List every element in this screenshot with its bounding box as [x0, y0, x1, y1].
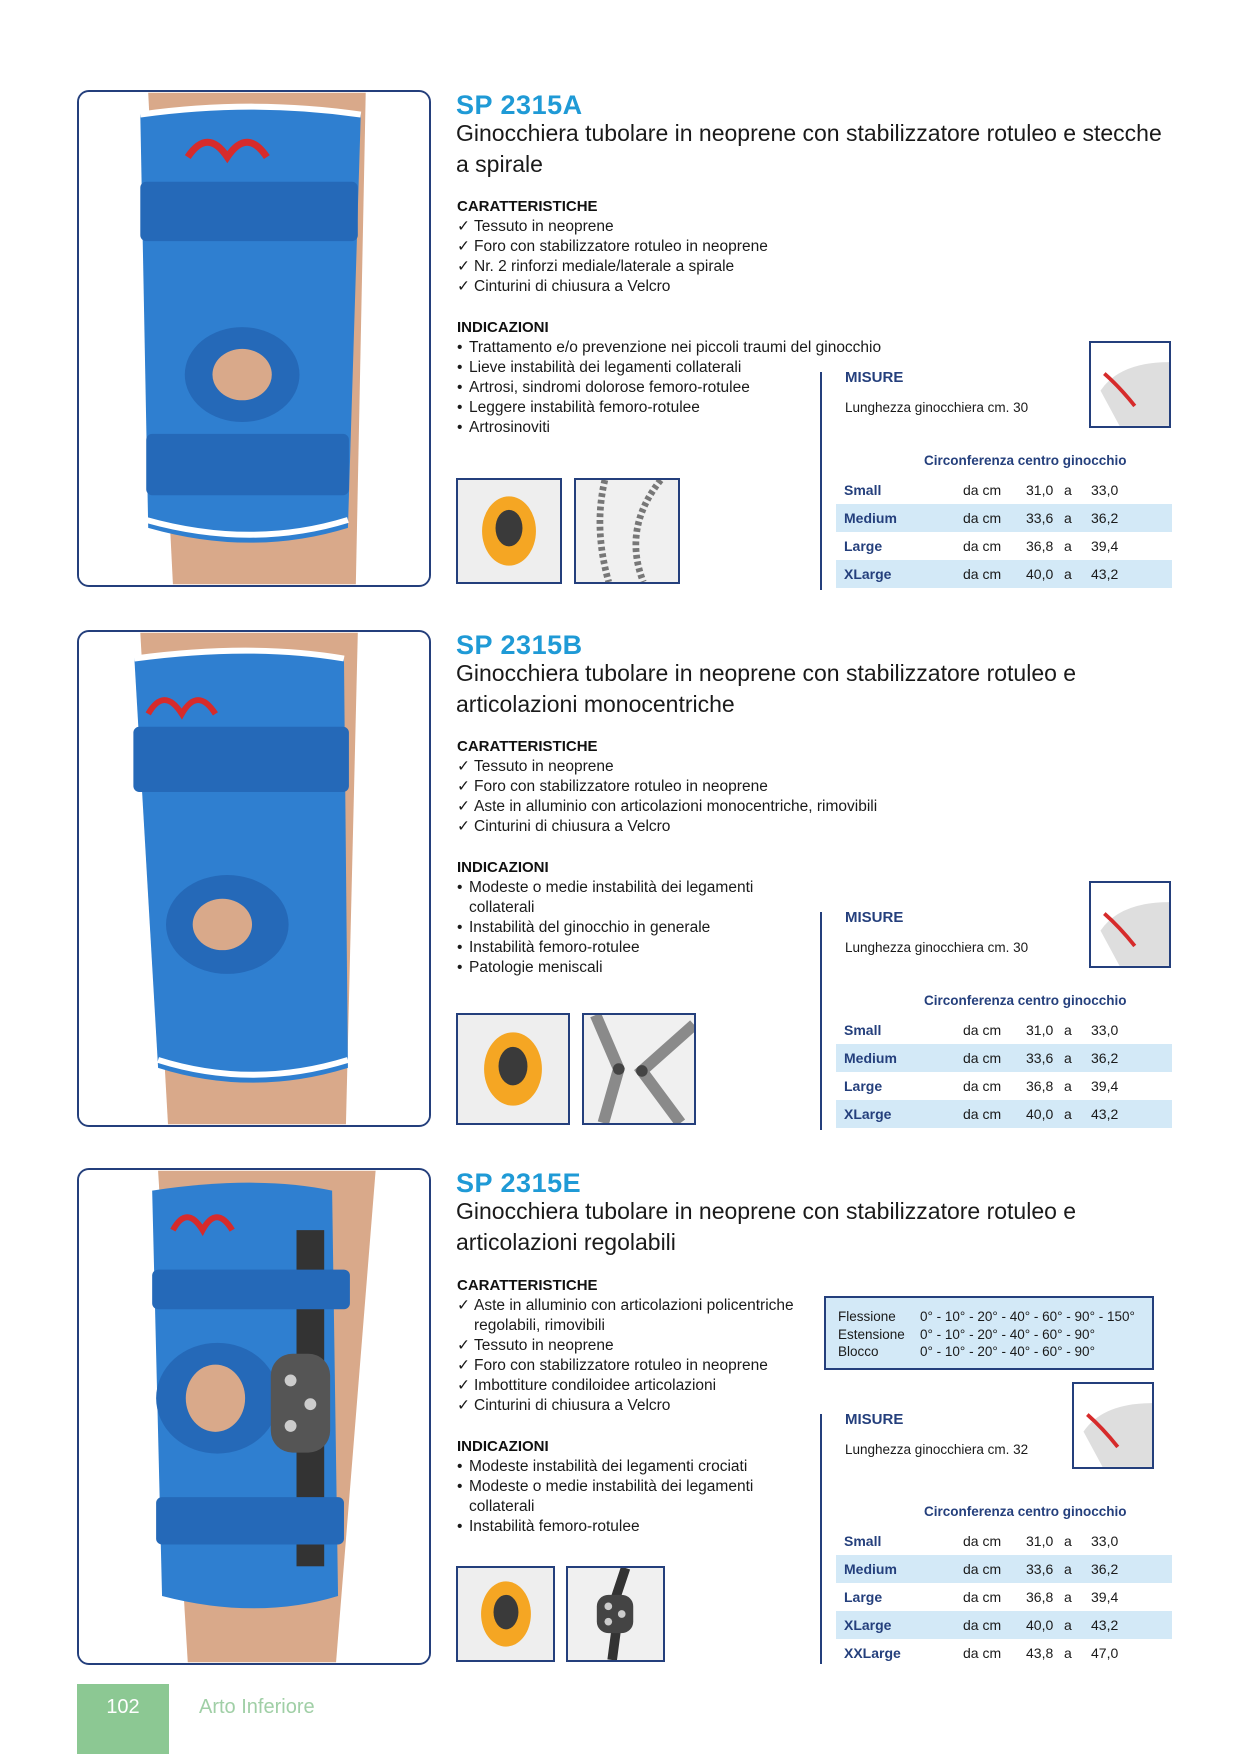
size-row-large	[836, 1583, 1172, 1611]
size-max: 39,4	[1091, 1589, 1119, 1605]
size-max: 33,0	[1091, 1533, 1119, 1549]
features-heading: CARATTERISTICHE	[457, 198, 598, 215]
size-unit: da cm	[963, 482, 1002, 498]
size-name: Large	[844, 538, 883, 554]
size-min: 40,0	[1026, 566, 1054, 582]
size-row-small	[836, 1016, 1172, 1044]
indication-item: • Lieve instabilità dei legamenti collaterali	[457, 358, 957, 378]
measures-heading: MISURE	[845, 909, 904, 926]
size-min: 31,0	[1026, 1533, 1054, 1549]
indication-item: • Instabilità femoro-rotulee	[457, 938, 802, 958]
knee-measure-icon	[1072, 1382, 1154, 1469]
size-to: a	[1064, 1589, 1072, 1605]
size-unit: da cm	[963, 1050, 1002, 1066]
indications-list	[457, 338, 957, 438]
knee-brace-image	[79, 632, 429, 1125]
spiral-stay-thumbnail	[574, 478, 680, 584]
size-min: 43,8	[1026, 1645, 1054, 1661]
size-max: 33,0	[1091, 1022, 1119, 1038]
size-unit: da cm	[963, 1078, 1002, 1094]
knee-measure-icon	[1089, 881, 1171, 968]
size-min: 36,8	[1026, 1078, 1054, 1094]
size-unit: da cm	[963, 1022, 1002, 1038]
page-number: 102	[106, 1696, 140, 1718]
indication-item: • Instabilità del ginocchio in generale	[457, 918, 802, 938]
size-unit: da cm	[963, 1561, 1002, 1577]
features-list	[457, 757, 877, 837]
size-max: 36,2	[1091, 510, 1119, 526]
feature-item: ✓ Cinturini di chiusura a Velcro	[457, 277, 768, 297]
size-to: a	[1064, 482, 1072, 498]
size-unit: da cm	[963, 1106, 1002, 1122]
size-name: XLarge	[844, 566, 892, 582]
size-max: 43,2	[1091, 1617, 1119, 1633]
size-to: a	[1064, 1645, 1072, 1661]
product-code: SP 2315A	[456, 90, 583, 120]
size-unit: da cm	[963, 1533, 1002, 1549]
size-row-medium	[836, 504, 1172, 532]
product-photo	[77, 630, 431, 1127]
size-max: 47,0	[1091, 1645, 1119, 1661]
size-row-xxlarge	[836, 1639, 1172, 1667]
product-code: SP 2315B	[456, 630, 583, 660]
size-max: 36,2	[1091, 1561, 1119, 1577]
indications-heading: INDICAZIONI	[457, 859, 549, 876]
patella-stabilizer-thumbnail	[456, 1566, 555, 1662]
size-row-xlarge	[836, 1611, 1172, 1639]
size-name: Small	[844, 482, 882, 498]
features-heading: CARATTERISTICHE	[457, 1277, 598, 1294]
feature-item: ✓ Aste in alluminio con articolazioni policentriche regolabili, rimovibili	[457, 1296, 827, 1336]
size-max: 43,2	[1091, 1106, 1119, 1122]
brace-length: Lunghezza ginocchiera cm. 30	[845, 400, 1029, 415]
feature-item: ✓ Cinturini di chiusura a Velcro	[457, 1396, 827, 1416]
circumference-heading: Circonferenza centro ginocchio	[924, 1504, 1127, 1519]
angle-row-extension	[838, 1326, 1152, 1344]
size-unit: da cm	[963, 538, 1002, 554]
size-max: 36,2	[1091, 1050, 1119, 1066]
circumference-heading: Circonferenza centro ginocchio	[924, 453, 1127, 468]
indication-item: • Modeste o medie instabilità dei legamenti collaterali	[457, 878, 802, 918]
size-min: 33,6	[1026, 510, 1054, 526]
indications-list	[457, 1457, 802, 1537]
size-to: a	[1064, 1533, 1072, 1549]
measures-divider	[820, 372, 822, 590]
feature-item: ✓ Tessuto in neoprene	[457, 217, 768, 237]
size-name: XLarge	[844, 1106, 892, 1122]
size-name: Small	[844, 1022, 882, 1038]
indications-list	[457, 878, 802, 978]
size-unit: da cm	[963, 566, 1002, 582]
size-unit: da cm	[963, 1589, 1002, 1605]
patella-stabilizer-thumbnail	[456, 1013, 570, 1125]
size-row-small	[836, 1527, 1172, 1555]
angle-values: 0° - 10° - 20° - 40° - 60° - 90° - 150°	[920, 1309, 1135, 1324]
angle-label: Flessione	[838, 1309, 896, 1324]
size-min: 33,6	[1026, 1561, 1054, 1577]
feature-item: ✓ Foro con stabilizzatore rotuleo in neoprene	[457, 237, 768, 257]
indications-heading: INDICAZIONI	[457, 319, 549, 336]
size-unit: da cm	[963, 1617, 1002, 1633]
knee-brace-image	[79, 92, 429, 585]
indication-item: • Artrosinoviti	[457, 418, 957, 438]
size-min: 33,6	[1026, 1050, 1054, 1066]
size-row-large	[836, 532, 1172, 560]
product-title: Ginocchiera tubolare in neoprene con stabilizzatore rotuleo e articolazioni regolabili	[456, 1198, 1077, 1255]
feature-item: ✓ Cinturini di chiusura a Velcro	[457, 817, 877, 837]
size-to: a	[1064, 510, 1072, 526]
knee-measure-icon	[1089, 341, 1171, 428]
feature-item: ✓ Tessuto in neoprene	[457, 1336, 827, 1356]
size-row-large	[836, 1072, 1172, 1100]
hinge-angles-box	[824, 1296, 1154, 1370]
size-name: Large	[844, 1078, 883, 1094]
measures-heading: MISURE	[845, 369, 904, 386]
product-sp2315b	[0, 630, 1240, 1150]
adjustable-hinge-thumbnail	[566, 1566, 665, 1662]
knee-brace-image	[79, 1170, 429, 1663]
size-table	[836, 1527, 1172, 1667]
features-heading: CARATTERISTICHE	[457, 738, 598, 755]
page-number-box	[77, 1684, 169, 1754]
size-to: a	[1064, 1050, 1072, 1066]
indication-item: • Trattamento e/o prevenzione nei piccoli traumi del ginocchio	[457, 338, 957, 358]
product-title: Ginocchiera tubolare in neoprene con stabilizzatore rotuleo e stecche a spirale	[456, 120, 1162, 177]
product-photo	[77, 1168, 431, 1665]
measures-divider	[820, 912, 822, 1130]
feature-item: ✓ Foro con stabilizzatore rotuleo in neoprene	[457, 777, 877, 797]
size-name: Medium	[844, 1561, 897, 1577]
measures-heading: MISURE	[845, 1411, 904, 1428]
indication-item: • Instabilità femoro-rotulee	[457, 1517, 802, 1537]
product-photo	[77, 90, 431, 587]
brace-length: Lunghezza ginocchiera cm. 32	[845, 1442, 1029, 1457]
size-min: 40,0	[1026, 1617, 1054, 1633]
size-min: 36,8	[1026, 538, 1054, 554]
size-name: Medium	[844, 1050, 897, 1066]
indication-item: • Modeste o medie instabilità dei legamenti collaterali	[457, 1477, 802, 1517]
product-sp2315a	[0, 90, 1240, 610]
size-row-xlarge	[836, 1100, 1172, 1128]
product-sp2315e	[0, 1168, 1240, 1668]
indications-heading: INDICAZIONI	[457, 1438, 549, 1455]
size-min: 31,0	[1026, 1022, 1054, 1038]
angle-label: Blocco	[838, 1344, 879, 1359]
monocentric-hinge-thumbnail	[582, 1013, 696, 1125]
product-title: Ginocchiera tubolare in neoprene con stabilizzatore rotuleo e articolazioni monocentriche	[456, 660, 1077, 717]
size-min: 40,0	[1026, 1106, 1054, 1122]
angle-row-lock	[838, 1343, 1152, 1361]
size-unit: da cm	[963, 1645, 1002, 1661]
indication-item: • Artrosi, sindromi dolorose femoro-rotulee	[457, 378, 957, 398]
size-row-small	[836, 476, 1172, 504]
size-to: a	[1064, 1617, 1072, 1633]
features-list	[457, 1296, 827, 1416]
feature-item: ✓ Aste in alluminio con articolazioni monocentriche, rimovibili	[457, 797, 877, 817]
angle-values: 0° - 10° - 20° - 40° - 60° - 90°	[920, 1326, 1095, 1342]
circumference-heading: Circonferenza centro ginocchio	[924, 993, 1127, 1008]
size-name: Medium	[844, 510, 897, 526]
indication-item: • Modeste instabilità dei legamenti crociati	[457, 1457, 802, 1477]
size-to: a	[1064, 566, 1072, 582]
size-max: 33,0	[1091, 482, 1119, 498]
size-max: 43,2	[1091, 566, 1119, 582]
size-min: 31,0	[1026, 482, 1054, 498]
size-row-xlarge	[836, 560, 1172, 588]
features-list	[457, 217, 768, 297]
size-row-medium	[836, 1044, 1172, 1072]
size-unit: da cm	[963, 510, 1002, 526]
size-to: a	[1064, 1022, 1072, 1038]
indication-item: • Leggere instabilità femoro-rotulee	[457, 398, 957, 418]
size-to: a	[1064, 1106, 1072, 1122]
feature-item: ✓ Nr. 2 rinforzi mediale/laterale a spirale	[457, 257, 768, 277]
brace-length: Lunghezza ginocchiera cm. 30	[845, 940, 1029, 955]
size-to: a	[1064, 538, 1072, 554]
angle-row-flexion	[838, 1308, 1152, 1326]
size-row-medium	[836, 1555, 1172, 1583]
size-name: Small	[844, 1533, 882, 1549]
size-max: 39,4	[1091, 1078, 1119, 1094]
feature-item: ✓ Foro con stabilizzatore rotuleo in neoprene	[457, 1356, 827, 1376]
size-table	[836, 1016, 1172, 1128]
size-to: a	[1064, 1078, 1072, 1094]
indication-item: • Patologie meniscali	[457, 958, 802, 978]
size-name: Large	[844, 1589, 883, 1605]
size-to: a	[1064, 1561, 1072, 1577]
section-name: Arto Inferiore	[199, 1696, 315, 1718]
patella-stabilizer-thumbnail	[456, 478, 562, 584]
feature-item: ✓ Imbottiture condiloidee articolazioni	[457, 1376, 827, 1396]
feature-item: ✓ Tessuto in neoprene	[457, 757, 877, 777]
size-name: XXLarge	[844, 1645, 901, 1661]
angle-label: Estensione	[838, 1326, 905, 1342]
product-code: SP 2315E	[456, 1168, 582, 1198]
measures-divider	[820, 1414, 822, 1664]
size-table	[836, 476, 1172, 588]
size-max: 39,4	[1091, 538, 1119, 554]
angle-values: 0° - 10° - 20° - 40° - 60° - 90°	[920, 1344, 1095, 1359]
size-name: XLarge	[844, 1617, 892, 1633]
size-min: 36,8	[1026, 1589, 1054, 1605]
